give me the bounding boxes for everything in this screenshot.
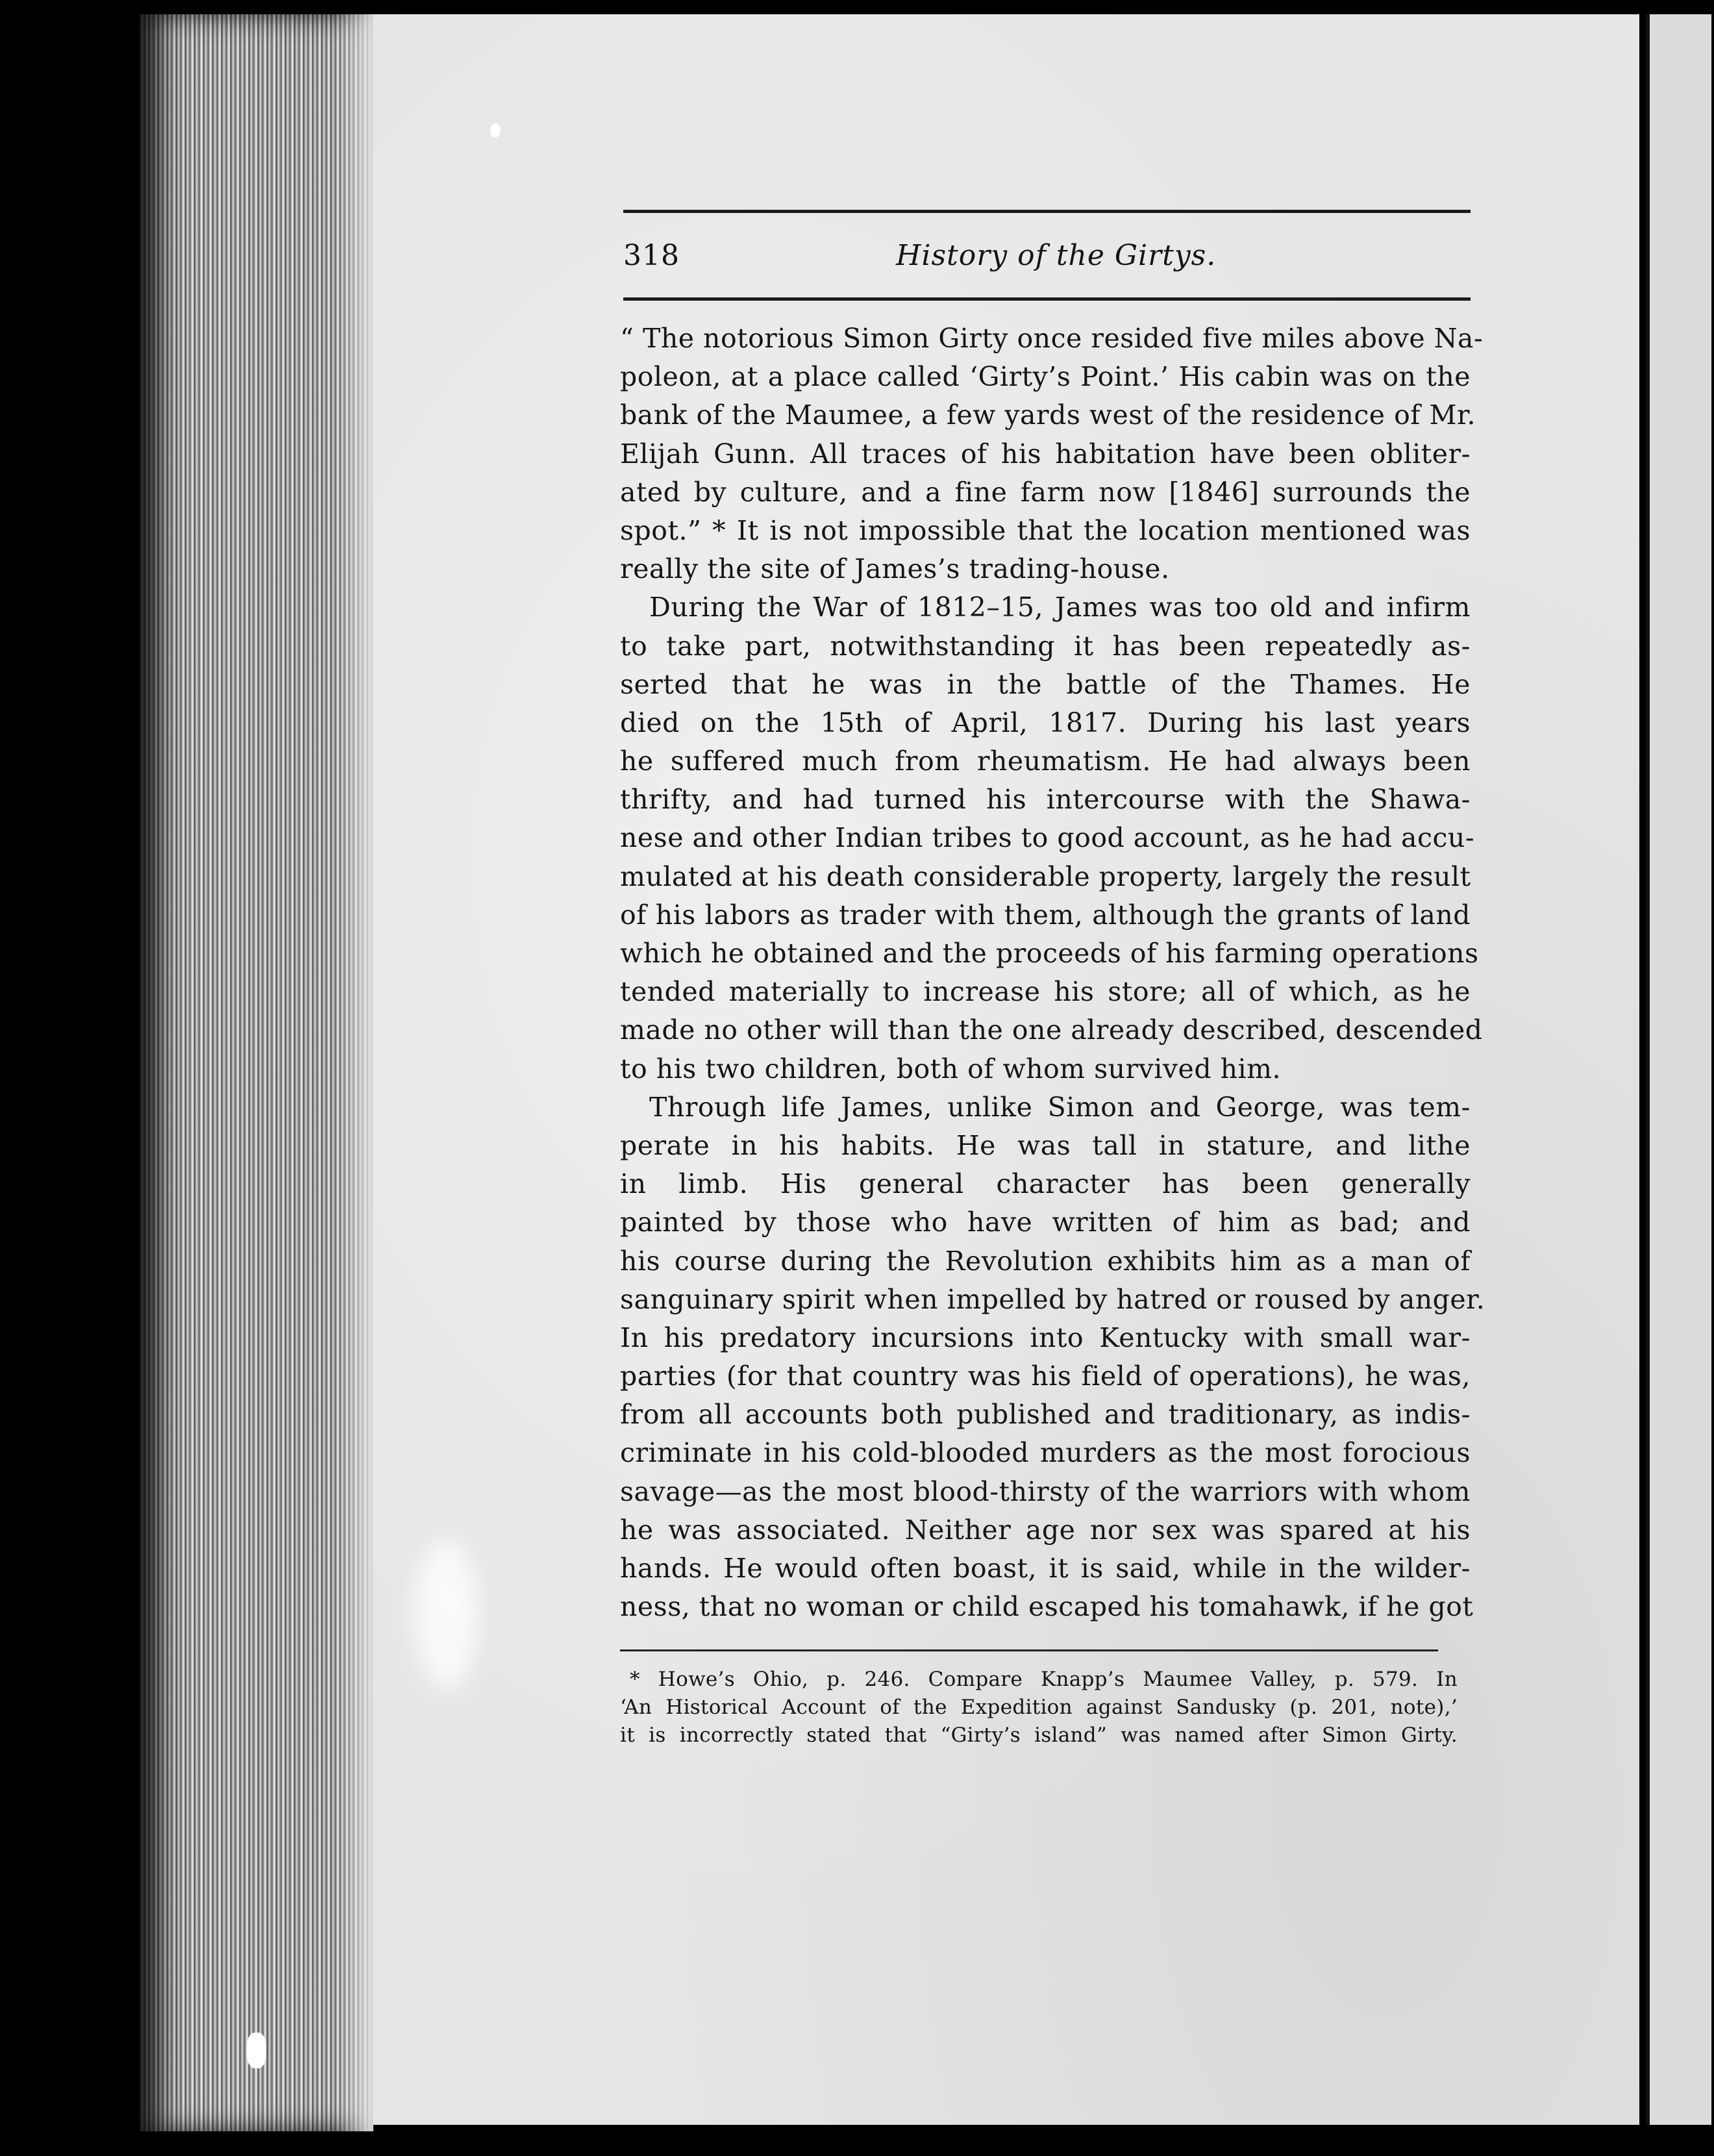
text-line: really the site of James’s trading-house. xyxy=(620,553,1170,585)
text-line: to take part, notwithstanding it has been repeatedly as- xyxy=(620,630,1471,662)
running-head xyxy=(623,210,1471,301)
footnote xyxy=(620,1666,1458,1749)
text-line: of his labors as trader with them, although the grants of land xyxy=(620,899,1471,931)
text-line: savage—as the most blood-thirsty of the warriors with whom xyxy=(620,1475,1471,1507)
text-line: his course during the Revolution exhibits him as a man of xyxy=(620,1245,1471,1277)
text-line: ated by culture, and a fine farm now [1846] surrounds the xyxy=(620,476,1471,508)
text-line: he was associated. Neither age nor sex was spared at his xyxy=(620,1514,1471,1546)
text-line: sanguinary spirit when impelled by hatred or roused by anger. xyxy=(620,1283,1485,1315)
text-line: spot.” * It is not impossible that the location mentioned was xyxy=(620,514,1471,546)
facing-page-edge xyxy=(1646,14,1711,2125)
footnote-rule xyxy=(620,1649,1438,1651)
text-line: thrifty, and had turned his intercourse with the Shawa- xyxy=(620,784,1471,816)
text-line: mulated at his death considerable property, largely the result xyxy=(620,860,1471,892)
text-line: parties (for that country was his field of operations), he was, xyxy=(620,1360,1471,1392)
stacked-page-edges xyxy=(140,14,373,2131)
text-line: Through life James, unlike Simon and George, was tem- xyxy=(649,1091,1471,1123)
text-line: serted that he was in the battle of the Thames. He xyxy=(620,668,1471,700)
text-line: “ The notorious Simon Girty once resided five miles above Na- xyxy=(620,323,1484,354)
scan-glare xyxy=(416,1539,477,1688)
text-line: died on the 15th of April, 1817. During his last years xyxy=(620,707,1471,738)
text-line: nese and other Indian tribes to good account, as he had accu- xyxy=(620,822,1475,854)
text-line: hands. He would often boast, it is said, while in the wilder- xyxy=(620,1553,1471,1584)
text-line: Elijah Gunn. All traces of his habitation have been obliter- xyxy=(620,438,1471,470)
text-line: tended materially to increase his store; all of which, as he xyxy=(620,976,1471,1008)
text-line: which he obtained and the proceeds of his farming operations xyxy=(620,938,1479,969)
text-line: During the War of 1812–15, James was too old and infirm xyxy=(649,592,1471,623)
text-line: bank of the Maumee, a few yards west of the residence of Mr. xyxy=(620,399,1476,431)
page-title: History of the Girtys. xyxy=(896,239,1217,272)
scan-speck xyxy=(247,2033,266,2068)
text-line: he suffered much from rheumatism. He had always been xyxy=(620,746,1471,777)
text-line: to his two children, both of whom survived him. xyxy=(620,1053,1282,1084)
text-line: made no other will than the one already described, descended xyxy=(620,1014,1483,1046)
text-line: ness, that no woman or child escaped his tomahawk, if he got xyxy=(620,1591,1474,1623)
text-line: poleon, at a place called ‘Girty’s Point.’ His cabin was on the xyxy=(620,361,1471,393)
text-line: In his predatory incursions into Kentucky with small war- xyxy=(620,1322,1471,1353)
footnote-line: ‘An Historical Account of the Expedition against Sandusky (p. 201, note),’ xyxy=(620,1696,1458,1719)
footnote-line: * Howe’s Ohio, p. 246. Compare Knapp’s Maumee Valley, p. 579. In xyxy=(630,1668,1458,1691)
page-number: 318 xyxy=(623,239,680,272)
text-line: from all accounts both published and traditionary, as indis- xyxy=(620,1399,1471,1431)
text-line: painted by those who have written of him as bad; and xyxy=(620,1207,1471,1238)
footnote-line: it is incorrectly stated that “Girty’s island” was named after Simon Girty. xyxy=(620,1724,1458,1747)
body-text xyxy=(620,320,1485,1626)
text-line: perate in his habits. He was tall in stature, and lithe xyxy=(620,1129,1471,1161)
scan-speck xyxy=(490,123,501,138)
text-line: in limb. His general character has been generally xyxy=(620,1168,1471,1200)
text-line: criminate in his cold-blooded murders as the most forocious xyxy=(620,1437,1471,1469)
